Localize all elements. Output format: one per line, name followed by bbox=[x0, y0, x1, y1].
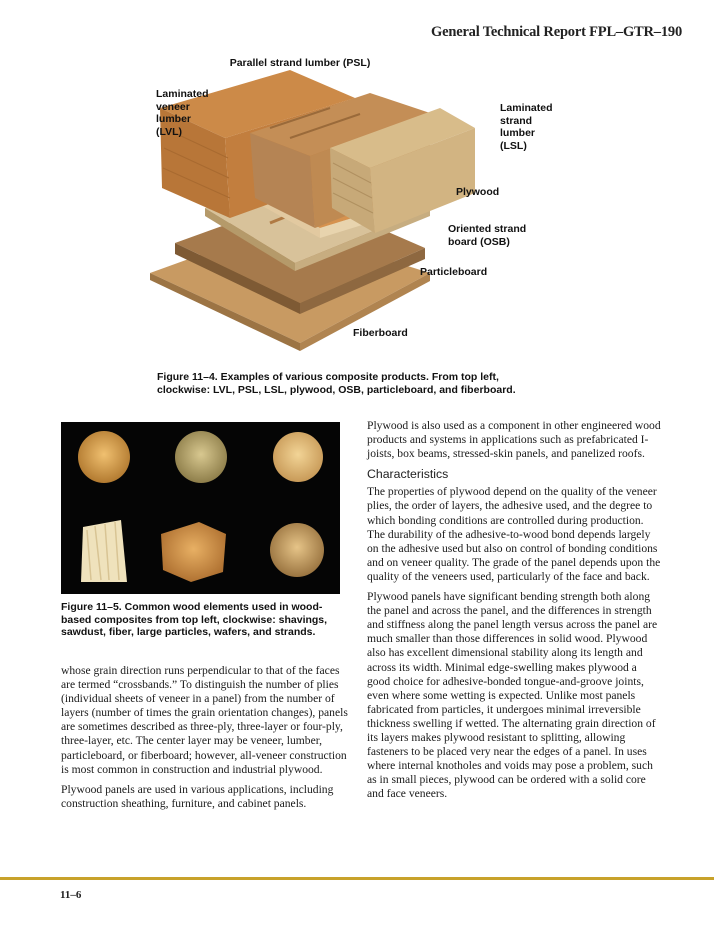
left-column bbox=[61, 664, 351, 817]
label-lsl-line: lumber bbox=[500, 127, 536, 139]
label-lvl-line: (LVL) bbox=[156, 125, 183, 138]
page-number: 11–6 bbox=[60, 889, 82, 901]
body-paragraph: The properties of plywood depend on the quality of the veneer plies, the order of layers, the adhesive used, and the degree to which bonding conditions are controlled during production. The durability of the adhesive-to-wood bond depends largely on the adhesive used but also on control of bonding conditions and on veneer quality. The grade of the panel depends upon the quality of the veneers used, particularly of the face and back. bbox=[367, 485, 661, 583]
label-lsl-line: (LSL) bbox=[500, 139, 527, 152]
label-lvl-line: veneer bbox=[156, 100, 190, 113]
footer-rule bbox=[0, 877, 714, 880]
body-paragraph: whose grain direction runs perpendicular to that of the faces are termed “crossbands.” To distinguish the number of plies (individual sheets of veneer in a panel) from the number of layers (number of times the grain orientation changes), panels are sometimes described as three-ply, three-layer or four-ply, three-layer, etc. The center layer may be veneer, lumber, particleboard, or fiberboard; however, all-veneer construction is most common in construction and industrial plywood. bbox=[61, 664, 348, 776]
label-lvl bbox=[156, 88, 209, 138]
label-psl: Parallel strand lumber (PSL) bbox=[229, 57, 371, 69]
label-lvl-line: lumber bbox=[156, 113, 192, 125]
fiber-sample bbox=[273, 432, 323, 482]
right-column bbox=[367, 419, 662, 807]
running-title: General Technical Report FPL–GTR–190 bbox=[431, 24, 682, 40]
strands-sample bbox=[81, 520, 127, 582]
label-osb-line: board (OSB) bbox=[448, 235, 510, 248]
label-osb bbox=[448, 223, 526, 248]
label-lsl-line: Laminated bbox=[500, 102, 553, 114]
sawdust-sample bbox=[175, 431, 227, 483]
label-particleboard: Particleboard bbox=[420, 266, 488, 278]
figure-11-5-caption: Figure 11–5. Common wood elements used in wood-based composites from top left, clockwise: shavings, sawdust, fiber, large particles, wafers, and strands. bbox=[61, 601, 328, 638]
body-paragraph: Plywood panels have significant bending strength both along the panel and across the panel, and the differences in strength and stiffness along the panel length versus across the panel are much smaller than those differences in solid wood. Plywood also has excellent dimensional stability along its length and across its width. Minimal edge-swelling makes plywood a good choice for adhesive-bonded tongue-and-groove joints, even where some wetting is expected. Unlike most panels fabricated from particles, it undergoes minimal irreversible thickness swelling if wetted. The alternating grain direction of its layers makes plywood resistant to splitting, allowing fasteners to be placed very near the edges of a panel. In uses where internal knotholes and voids may pose a problem, such as in small pieces, plywood can be ordered with a solid core and face veneers. bbox=[367, 590, 658, 801]
wafers-sample bbox=[161, 522, 226, 582]
label-plywood: Plywood bbox=[456, 186, 500, 198]
figure-wood-elements-photo bbox=[61, 422, 340, 594]
body-paragraph: Plywood panels are used in various applications, including construction sheathing, furniture, and cabinet panels. bbox=[61, 782, 334, 810]
label-lsl-line: strand bbox=[500, 114, 533, 127]
section-heading-characteristics: Characteristics bbox=[367, 467, 449, 482]
figure-11-4-caption: Figure 11–4. Examples of various composite products. From top left, clockwise: LVL, PSL, LSL, plywood, OSB, particleboard, and fiberboard. bbox=[157, 371, 516, 396]
figure-composite-products bbox=[150, 58, 570, 363]
label-osb-line: Oriented strand bbox=[448, 223, 527, 235]
shavings-sample bbox=[78, 431, 130, 483]
body-paragraph: Plywood is also used as a component in other engineered wood products and systems in applications such as prefabricated I-joists, box beams, stressed-skin panels, and panelized roofs. bbox=[367, 419, 661, 461]
label-lsl bbox=[500, 102, 553, 152]
label-fiberboard: Fiberboard bbox=[353, 327, 408, 339]
large-particles-sample bbox=[270, 523, 324, 577]
label-lvl-line: Laminated bbox=[156, 88, 209, 100]
